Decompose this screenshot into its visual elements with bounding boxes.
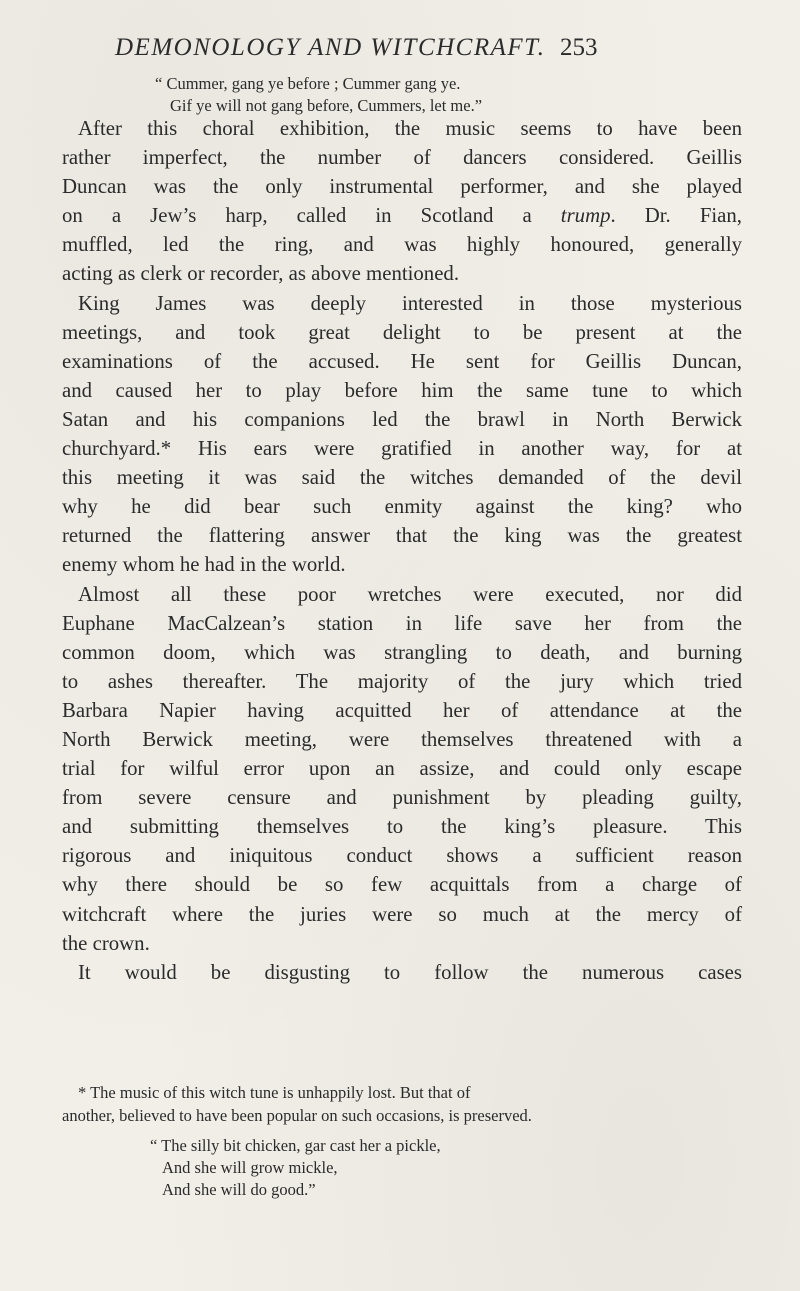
- body-line: North Berwick meeting, were themselves threatened with a: [62, 727, 742, 751]
- running-title: DEMONOLOGY AND WITCHCRAFT.: [115, 34, 546, 61]
- verse-line-1: “ Cummer, gang ye before ; Cummer gang ye.: [155, 74, 461, 93]
- footnote-verse-3: And she will do good.”: [162, 1180, 316, 1199]
- body-line: returned the flattering answer that the king was the greatest: [62, 524, 742, 548]
- body-line: this meeting it was said the witches demanded of the devil: [62, 466, 742, 490]
- body-line: Euphane MacCalzean’s station in life save her from the: [62, 611, 742, 635]
- footnote-line-1: * The music of this witch tune is unhappily lost. But that of: [78, 1083, 471, 1102]
- body-line: witchcraft where the juries were so much at the mercy of: [62, 902, 742, 926]
- footnote-verse-2: And she will grow mickle,: [162, 1158, 338, 1177]
- body-line: why he did bear such enmity against the king? who: [62, 495, 742, 519]
- body-line: trial for wilful error upon an assize, and could only escape: [62, 757, 742, 781]
- body-line: After this choral exhibition, the music seems to have been: [78, 117, 742, 140]
- body-line: and caused her to play before him the same tune to which: [62, 378, 742, 402]
- body-line: enemy whom he had in the world.: [62, 553, 346, 577]
- body-line: rigorous and iniquitous conduct shows a sufficient reason: [62, 844, 742, 868]
- body-text: [62, 114, 742, 987]
- body-line: common doom, which was strangling to death, and burning: [62, 640, 742, 664]
- body-line: examinations of the accused. He sent for Geillis Duncan,: [62, 349, 742, 373]
- footnote-line-2: another, believed to have been popular on such occasions, is preserved.: [62, 1105, 532, 1125]
- body-line: acting as clerk or recorder, as above mentioned.: [62, 262, 460, 286]
- body-line: on a Jew’s harp, called in Scotland a trump. Dr. Fian,: [62, 204, 742, 228]
- body-line: Satan and his companions led the brawl in North Berwick: [62, 407, 742, 431]
- body-line: why there should be so few acquittals from a charge of: [62, 873, 742, 897]
- body-line: the crown.: [62, 931, 150, 955]
- body-line: from severe censure and punishment by pleading guilty,: [62, 786, 742, 810]
- footnote: [62, 1082, 742, 1127]
- verse-line-2: Gif ye will not gang before, Cummers, let me.”: [170, 96, 483, 115]
- footnote-verse-1: “ The silly bit chicken, gar cast her a pickle,: [150, 1136, 441, 1155]
- body-line: meetings, and took great delight to be present at the: [62, 320, 742, 344]
- body-line: to ashes thereafter. The majority of the jury which tried: [62, 669, 742, 693]
- page-header: [115, 34, 598, 74]
- body-line: Duncan was the only instrumental performer, and she played: [62, 175, 742, 199]
- body-line: churchyard.* His ears were gratified in another way, for at: [62, 437, 742, 461]
- body-line: Barbara Napier having acquitted her of attendance at the: [62, 698, 742, 722]
- body-line: King James was deeply interested in those mysterious: [78, 291, 742, 315]
- body-line: and submitting themselves to the king’s pleasure. This: [62, 815, 742, 839]
- body-line: muffled, led the ring, and was highly honoured, generally: [62, 233, 742, 257]
- page-number: 253: [560, 34, 598, 61]
- body-line: It would be disgusting to follow the numerous cases: [78, 960, 742, 984]
- body-line: Almost all these poor wretches were executed, nor did: [78, 582, 742, 606]
- body-line: rather imperfect, the number of dancers considered. Geillis: [62, 146, 742, 170]
